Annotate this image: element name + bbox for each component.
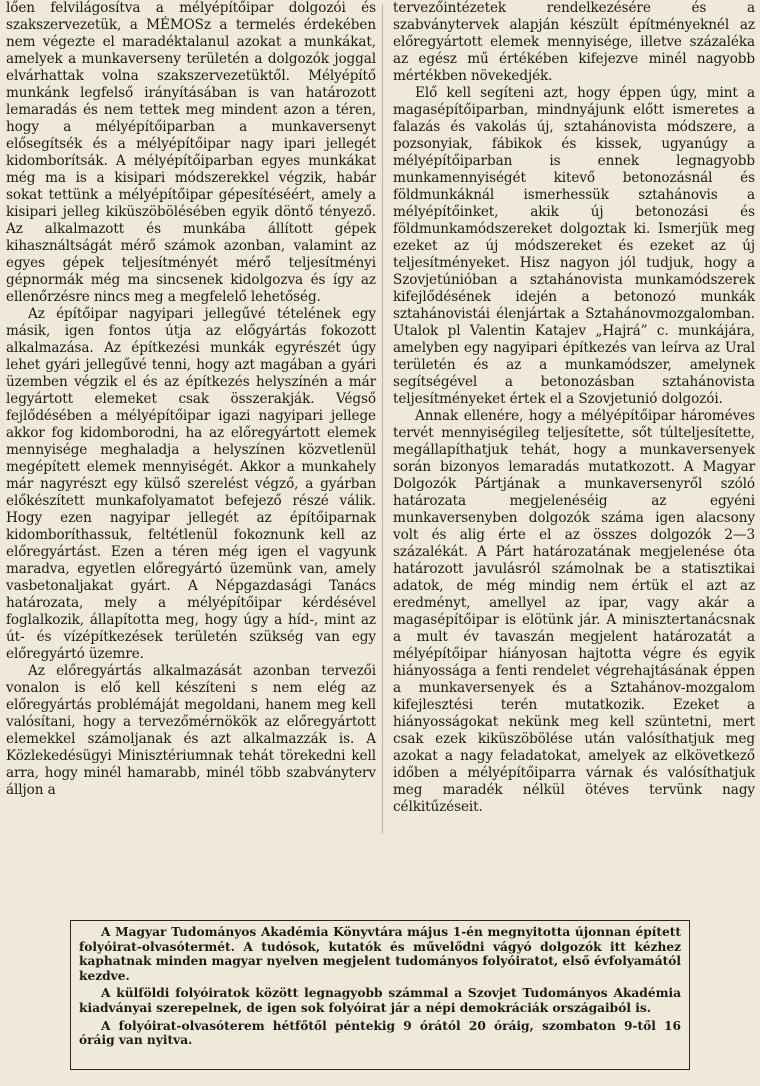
- right-column: [393, 0, 755, 816]
- library-notice-box: [70, 920, 690, 1070]
- notice-paragraph-1: A Magyar Tudományos Akadémia Könyvtára május 1-én megnyitotta újonnan épített folyóirat-olvasótermét. A tudósok, kutatók és művelődni vágyó dolgozók itt kézhez kaphatnak minden magyar nyelven megjelent tudományos folyóiratot, első évfolyamától kezdve.: [79, 925, 681, 983]
- left-paragraph-1: lően felvilágosítva a mélyépítőipar dolgozói és szakszervezetük, a MÉMOSz a termelés érdekében nem végezte el maradéktalanul azokat a munkákat, amelyek a munkaverseny területén a dolgozók joggal elvárhattak volna szakszervezetüktől. Mélyépítő munkánk legfelső irányításában is van határozott lemaradás és nem tettek meg mindent azon a téren, hogy a mélyépítőiparban a munkaversenyt elősegítsék és a mélyépítőipar nagy ipari jellegét kidomborítsák. A mélyépítőiparban egyes munkákat még ma is a kisipari módszerekkel végzik, habár sokat tettünk a mélyépítőipar gépesítéséért, amely a kisipari jelleg kiküszöbölésében egyik döntő tényező. Az alkalmazott és munkába állított gépek kihasználtságát mérő számok azonban, valamint az egyes gépek teljesítményét mérő teljesítményi gépnormák még ma sincsenek kidolgozva és így az ellenőrzésre nincs meg a megfelelő lehetőség.: [6, 0, 376, 305]
- column-divider: [382, 4, 383, 834]
- left-paragraph-3: Az előregyártás alkalmazását azonban tervezői vonalon is elő kell készíteni s nem elég az előregyártás problémáját megoldani, hanem meg kell valósítani, hogy a tervezőmérnökök az előregyártott elemekkel számoljanak és azt alkalmazzák is. A Közlekedésügyi Minisztériumnak tehát törekedni kell arra, hogy minél hamarabb, minél több szabványterv álljon a: [6, 663, 376, 798]
- right-paragraph-1: tervezőintézetek rendelkezésére és a szabványtervek alapján készült építményeknél az előregyártott elemek mennyisége, illetve százaléka az egész mű értékében kifejezve minél nagyobb mértékben növekedjék.: [393, 0, 755, 84]
- right-paragraph-2: Elő kell segíteni azt, hogy éppen úgy, mint a magasépítőiparban, mindnyájunk előtt ismeretes a falazás és vakolás új, sztahánovista módszere, a pozsonyiak, fábikok és kissek, ugyanúgy a mélyépítőiparban is ennek legnagyobb munkamennyiségét kitevő betonozásnál és földmunkáknál ismerhessük sztahánovis a mélyépítőinket, akik új betonozási és földmunkamódszereket dolgoztak ki. Ismerjük meg ezeket az új módszereket és ezeket az új teljesítményeket. Hisz nagyon jól tudjuk, hogy a Szovjetúnióban a sztahánovista munkamódszerek kifejlődésének idején a betonozó munkák sztahánovistái élenjártak a Sztahánovmozgalomban. Utalok pl Valentin Katajev „Hajrá” c. munkájára, amelyben egy nagyipari építkezés van leírva az Ural területén és az a munkamódszer, amelynek segítségével a betonozásban sztahánovista teljesítményeket értek el a Szovjetunió dolgozói.: [393, 85, 755, 407]
- left-paragraph-2: Az építőipar nagyipari jellegűvé tételének egy másik, igen fontos útja az előgyártás fokozott alkalmazása. Az építkezési munkák egyrészét úgy lehet gyári jellegűvé tenni, hogy azt magában a gyári üzemben végzik el és az építkezés helyszínén a már legyártott elemeket csak összerakják. Végső fejlődésében a mélyépítőipar igazi nagyipari jellege akkor fog kidomborodni, ha az előregyártott elemek mennyisége meghaladja a helyszínen közvetlenül megépített elemek mennyiségét. Akkor a munkahely már nagyrészt egy külső szerelést végző, a gyárban előkészített munkafolyamatot befejező részé válik. Hogy ezen nagyipar jellegét az építőiparnak kidomboríthassuk, feltétlenül fokoznunk kell az előregyártást. Ezen a téren még igen el vagyunk maradva, egyetlen előregyártó üzemünk van, amely vasbetonaljakat gyárt. A Népgazdasági Tanács határozata, mely a mélyépítőipar kérdésével foglalkozik, állapította meg, hogy úgy a híd-, mint az út- és vízépítkezések területén szükség van egy előregyártó üzemre.: [6, 306, 376, 662]
- notice-paragraph-3: A folyóirat-olvasóterem hétfőtől péntekig 9 órától 20 óráig, szombaton 9-től 16 óráig van nyitva.: [79, 1018, 681, 1048]
- left-column: [6, 0, 376, 799]
- notice-paragraph-2: A külföldi folyóiratok között legnagyobb számmal a Szovjet Tudományos Akadémia kiadványai szerepelnek, de igen sok folyóirat jár a népi demokráciák országaiból is.: [79, 986, 681, 1015]
- right-paragraph-3: Annak ellenére, hogy a mélyépítőipar hároméves tervét mennyiségileg teljesítette, sőt túlteljesítette, megállapíthatjuk tehát, hogy a munkaversenyek során bizonyos lemaradás mutatkozott. A Magyar Dolgozók Pártjának a munkaversenyről szóló határozata megjelenéséig az egyéni munkaversenyben dolgozók száma igen alacsony volt és alig érte el az összes dolgozók 2—3 százalékát. A Párt határozatának megjelenése óta határozott javulásról számolnak be a statisztikai adatok, de még mindig nem értük el azt az eredményt, amellyel az ipar, vagy akár a magasépítőipar is elötünk jár. A minisztertanácsnak a mult év tavaszán megjelent határozatát a mélyépítőipar hiányosan hajtotta végre és egyik hiányossága a fenti rendelet végrehajtásának éppen a munkaversenyek és a Sztahánov-mozgalom kifejlesztési terén mutatkozik. Ezeket a hiányosságokat nekünk meg kell szüntetni, mert csak ezek kiküszöbölése után valósíthatjuk meg azokat a nagy feladatokat, amelyek az elkövetkező időben a mélyépítőiparra várnak és valósíthatjuk meg maradék nélkül ötéves tervünk nagy célkitűzéseit.: [393, 408, 755, 815]
